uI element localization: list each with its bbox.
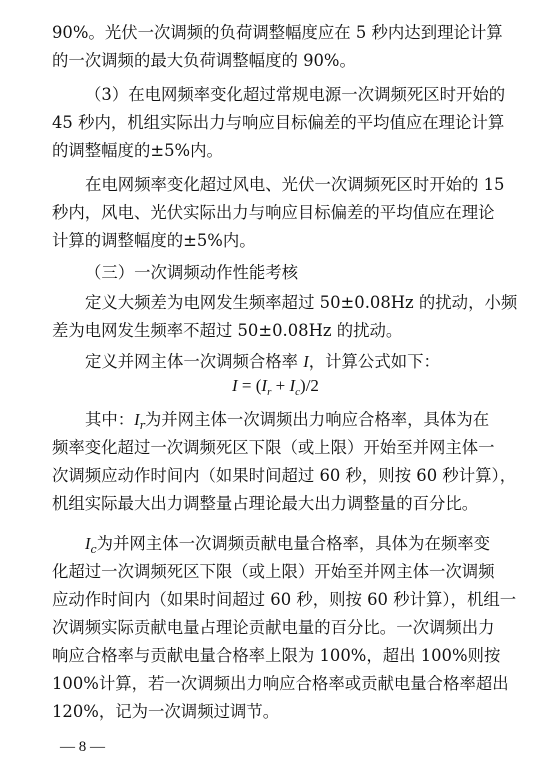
formula-i1: I bbox=[261, 376, 268, 395]
paragraph-line: 100%计算，若一次调频出力响应合格率或贡献电量合格率超出 bbox=[52, 674, 509, 693]
paragraph-text: 为并网主体一次调频出力响应合格率，具体为在 bbox=[144, 410, 490, 429]
paragraph-text: 其中： bbox=[85, 410, 135, 429]
paragraph-line: 的一次调频的最大负荷调整幅度的 90%。 bbox=[52, 51, 356, 70]
symbol-ic: I bbox=[85, 534, 91, 553]
paragraph-line: 差为电网发生频率不超过 50±0.08Hz 的扰动。 bbox=[52, 321, 403, 340]
formula bbox=[232, 376, 319, 398]
paragraph-line: 的调整幅度的±5%内。 bbox=[52, 141, 223, 160]
paragraph-text: 为并网主体一次调频贡献电量合格率，具体为在频率变 bbox=[96, 534, 491, 553]
paragraph-line: 90%。光伏一次调频的负荷调整幅度应在 5 秒内达到理论计算 bbox=[52, 23, 503, 42]
symbol-ir-sub: r bbox=[139, 419, 145, 432]
paragraph-line bbox=[85, 533, 490, 561]
formula-sub-c: c bbox=[295, 386, 301, 398]
definition-text: ，计算公式如下： bbox=[308, 352, 440, 371]
paragraph-line: （3）在电网频率变化超过常规电源一次调频死区时开始的 bbox=[85, 85, 506, 104]
formula-rhs: )/2 bbox=[300, 376, 319, 395]
formula-lhs: I bbox=[232, 376, 238, 395]
page-number: — 8 — bbox=[60, 739, 105, 755]
paragraph-line bbox=[85, 409, 489, 437]
paragraph-line: 化超过一次调频死区下限（或上限）开始至并网主体一次调频 bbox=[52, 562, 495, 581]
symbol-ic-sub: c bbox=[90, 543, 97, 556]
formula-i2: I bbox=[289, 376, 296, 395]
paragraph-line: 响应合格率与贡献电量合格率上限为 100%，超出 100%则按 bbox=[52, 646, 501, 665]
paragraph-line: 45 秒内，机组实际出力与响应目标偏差的平均值应在理论计算 bbox=[52, 113, 505, 132]
paragraph-line: 应动作时间内（如果时间超过 60 秒，则按 60 秒计算），机组一 bbox=[52, 590, 517, 609]
paragraph-line: 机组实际最大出力调整量占理论最大出力调整量的百分比。 bbox=[52, 494, 479, 513]
definition-text: 定义并网主体一次调频合格率 bbox=[85, 352, 304, 371]
symbol-i: I bbox=[303, 352, 309, 371]
paragraph-line: 次调频实际贡献电量占理论贡献电量的百分比。一次调频出力 bbox=[52, 618, 495, 637]
formula-plus: + bbox=[271, 376, 290, 395]
formula-eq: = ( bbox=[237, 376, 262, 395]
formula-sub-r: r bbox=[267, 386, 272, 398]
symbol-ir: I bbox=[134, 410, 140, 429]
paragraph-line: 在电网频率变化超过风电、光伏一次调频死区时开始的 15 bbox=[85, 175, 505, 194]
paragraph-line bbox=[85, 351, 440, 373]
paragraph-line: 定义大频差为电网发生频率超过 50±0.08Hz 的扰动，小频 bbox=[85, 293, 518, 312]
section-heading: （三）一次调频动作性能考核 bbox=[85, 263, 299, 282]
paragraph-line: 频率变化超过一次调频死区下限（或上限）开始至并网主体一 bbox=[52, 438, 495, 457]
paragraph-line: 秒内，风电、光伏实际出力与响应目标偏差的平均值应在理论 bbox=[52, 203, 495, 222]
paragraph-line: 计算的调整幅度的±5%内。 bbox=[52, 231, 256, 250]
paragraph-line: 次调频应动作时间内（如果时间超过 60 秒，则按 60 秒计算）， bbox=[52, 466, 517, 485]
paragraph-line: 120%，记为一次调频过调节。 bbox=[52, 702, 280, 721]
